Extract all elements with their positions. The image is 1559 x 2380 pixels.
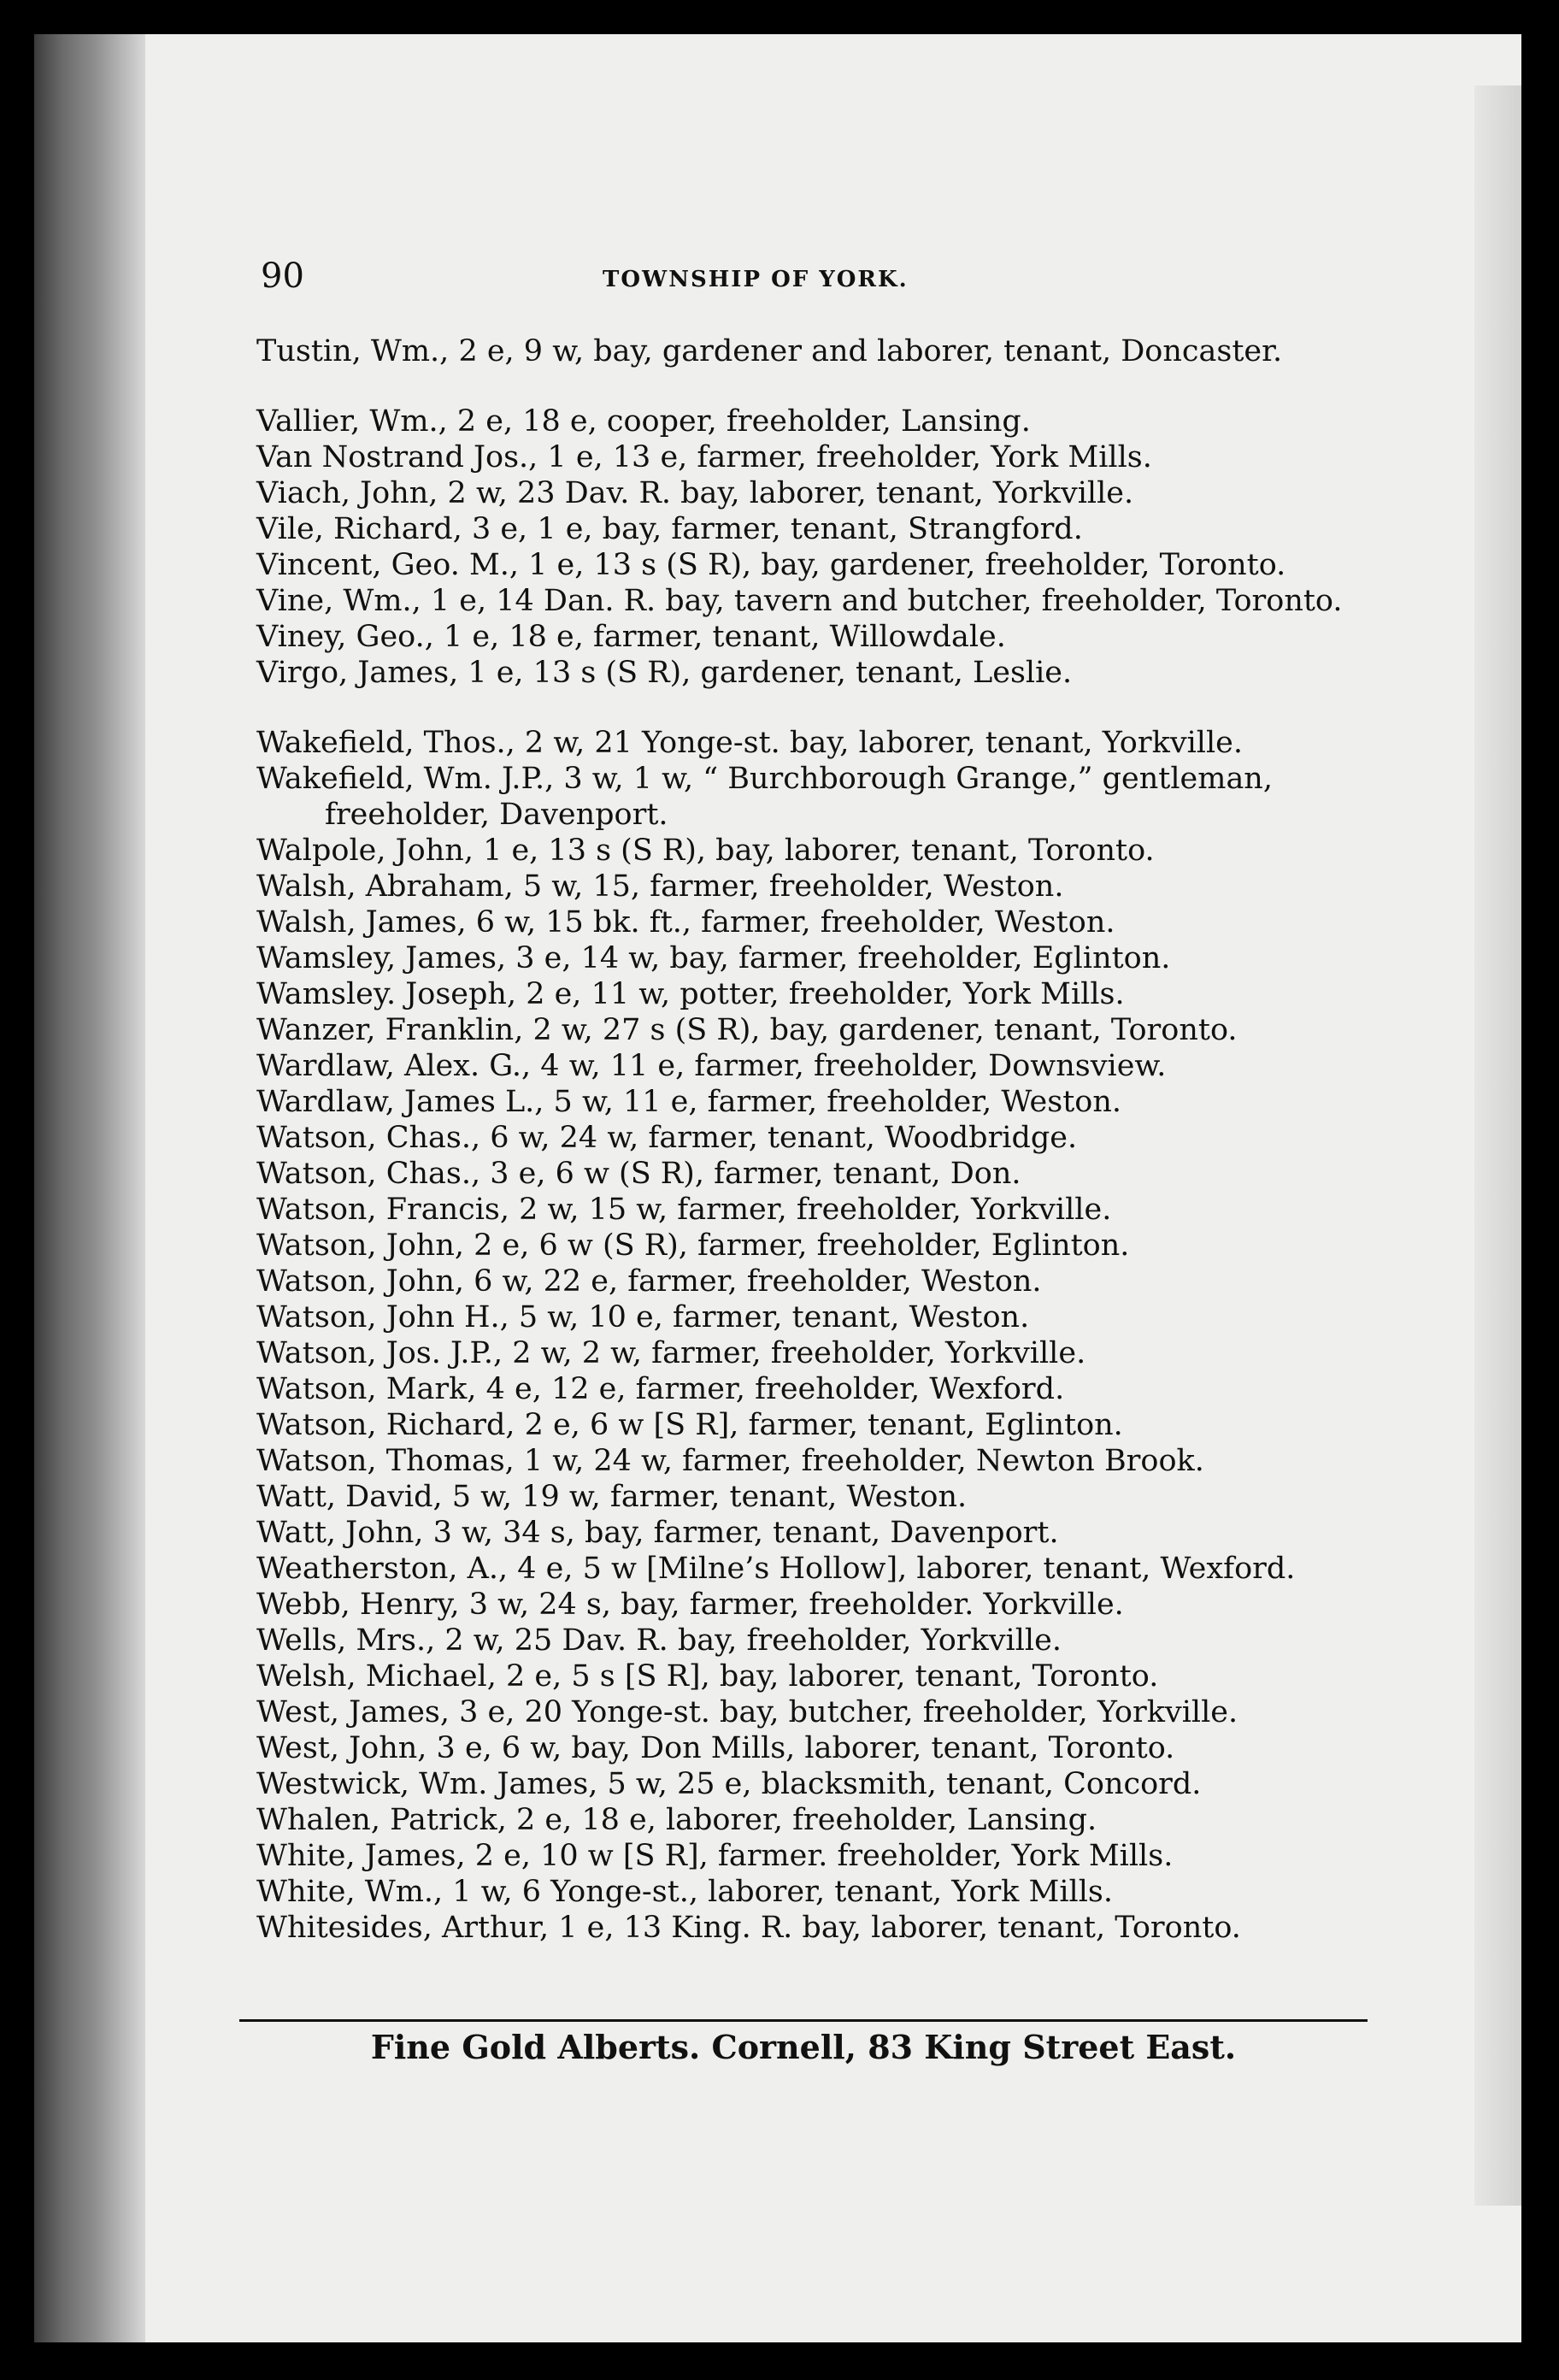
- directory-entry: Watson, John H., 5 w, 10 e, farmer, tenant, Weston.: [256, 1300, 1030, 1334]
- facing-page-edge: [1474, 85, 1521, 2206]
- directory-entry: Van Nostrand Jos., 1 e, 13 e, farmer, freeholder, York Mills.: [256, 440, 1152, 474]
- book-spine-shadow: [34, 34, 145, 2342]
- directory-entry: Wells, Mrs., 2 w, 25 Dav. R. bay, freeholder, Yorkville.: [256, 1623, 1062, 1658]
- directory-entry: Weatherston, A., 4 e, 5 w [Milne’s Hollow], laborer, tenant, Wexford.: [256, 1552, 1296, 1586]
- running-head: TOWNSHIP OF YORK.: [603, 267, 909, 292]
- directory-entry: Watson, Mark, 4 e, 12 e, farmer, freeholder, Wexford.: [256, 1372, 1065, 1406]
- directory-entry: Webb, Henry, 3 w, 24 s, bay, farmer, freeholder. Yorkville.: [256, 1588, 1124, 1622]
- page-header: [261, 256, 1047, 308]
- directory-entry: Watson, Jos. J.P., 2 w, 2 w, farmer, freeholder, Yorkville.: [256, 1336, 1086, 1370]
- directory-entry: White, James, 2 e, 10 w [S R], farmer. freeholder, York Mills.: [256, 1839, 1174, 1873]
- directory-entry: Viach, John, 2 w, 23 Dav. R. bay, laborer, tenant, Yorkville.: [256, 476, 1134, 510]
- section-gap: [256, 691, 1385, 725]
- directory-entry: Watson, Chas., 6 w, 24 w, farmer, tenant, Woodbridge.: [256, 1121, 1078, 1155]
- directory-entry: Vincent, Geo. M., 1 e, 13 s (S R), bay, gardener, freeholder, Toronto.: [256, 548, 1286, 582]
- directory-entry: Watson, John, 2 e, 6 w (S R), farmer, freeholder, Eglinton.: [256, 1228, 1130, 1263]
- directory-entry: Watt, John, 3 w, 34 s, bay, farmer, tenant, Davenport.: [256, 1516, 1059, 1550]
- directory-entry: Westwick, Wm. James, 5 w, 25 e, blacksmith, tenant, Concord.: [256, 1767, 1202, 1801]
- directory-entry: Viney, Geo., 1 e, 18 e, farmer, tenant, Willowdale.: [256, 620, 1006, 654]
- footer-advertisement: Fine Gold Alberts. Cornell, 83 King Street East.: [370, 2028, 1237, 2066]
- directory-entry: Wakefield, Wm. J.P., 3 w, 1 w, “ Burchborough Grange,” gentleman, freeholder, Davenport.: [256, 762, 1273, 832]
- directory-entry: West, James, 3 e, 20 Yonge-st. bay, butcher, freeholder, Yorkville.: [256, 1695, 1238, 1729]
- directory-entry: Watson, Francis, 2 w, 15 w, farmer, freeholder, Yorkville.: [256, 1193, 1112, 1227]
- directory-entry: Walpole, John, 1 e, 13 s (S R), bay, laborer, tenant, Toronto.: [256, 834, 1155, 868]
- directory-entry: Watson, Richard, 2 e, 6 w [S R], farmer, tenant, Eglinton.: [256, 1408, 1123, 1442]
- directory-entry: Wamsley, James, 3 e, 14 w, bay, farmer, freeholder, Eglinton.: [256, 941, 1171, 975]
- directory-entry: Watt, David, 5 w, 19 w, farmer, tenant, Weston.: [256, 1480, 968, 1514]
- directory-entry: Wardlaw, Alex. G., 4 w, 11 e, farmer, freeholder, Downsview.: [256, 1049, 1167, 1083]
- directory-entry: Wardlaw, James L., 5 w, 11 e, farmer, freeholder, Weston.: [256, 1085, 1121, 1119]
- directory-entry: Watson, Thomas, 1 w, 24 w, farmer, freeholder, Newton Brook.: [256, 1444, 1204, 1478]
- directory-entry: Vine, Wm., 1 e, 14 Dan. R. bay, tavern and butcher, freeholder, Toronto.: [256, 584, 1343, 618]
- directory-entry: Welsh, Michael, 2 e, 5 s [S R], bay, laborer, tenant, Toronto.: [256, 1659, 1159, 1694]
- directory-entry: Watson, John, 6 w, 22 e, farmer, freeholder, Weston.: [256, 1264, 1042, 1299]
- directory-entry: West, John, 3 e, 6 w, bay, Don Mills, laborer, tenant, Toronto.: [256, 1731, 1175, 1765]
- directory-entries: [256, 333, 1385, 1946]
- section-gap: [256, 369, 1385, 404]
- directory-entry: Watson, Chas., 3 e, 6 w (S R), farmer, tenant, Don.: [256, 1157, 1021, 1191]
- directory-entry: Wakefield, Thos., 2 w, 21 Yonge-st. bay, laborer, tenant, Yorkville.: [256, 726, 1244, 760]
- directory-entry: Walsh, Abraham, 5 w, 15, farmer, freeholder, Weston.: [256, 869, 1064, 904]
- directory-entry: White, Wm., 1 w, 6 Yonge-st., laborer, tenant, York Mills.: [256, 1875, 1114, 1909]
- directory-entry: Walsh, James, 6 w, 15 bk. ft., farmer, freeholder, Weston.: [256, 905, 1115, 940]
- page-number: 90: [261, 256, 304, 296]
- directory-entry: Virgo, James, 1 e, 13 s (S R), gardener, tenant, Leslie.: [256, 656, 1073, 690]
- directory-entry: Tustin, Wm., 2 e, 9 w, bay, gardener and laborer, tenant, Doncaster.: [256, 334, 1283, 368]
- directory-entry: Vallier, Wm., 2 e, 18 e, cooper, freeholder, Lansing.: [256, 404, 1031, 439]
- directory-entry: Wamsley. Joseph, 2 e, 11 w, potter, freeholder, York Mills.: [256, 977, 1125, 1011]
- directory-entry: Wanzer, Franklin, 2 w, 27 s (S R), bay, gardener, tenant, Toronto.: [256, 1013, 1238, 1047]
- directory-entry: Vile, Richard, 3 e, 1 e, bay, farmer, tenant, Strangford.: [256, 512, 1083, 546]
- directory-entry: Whitesides, Arthur, 1 e, 13 King. R. bay, laborer, tenant, Toronto.: [256, 1911, 1241, 1945]
- directory-entry: Whalen, Patrick, 2 e, 18 e, laborer, freeholder, Lansing.: [256, 1803, 1097, 1837]
- footer-rule: [239, 2019, 1368, 2022]
